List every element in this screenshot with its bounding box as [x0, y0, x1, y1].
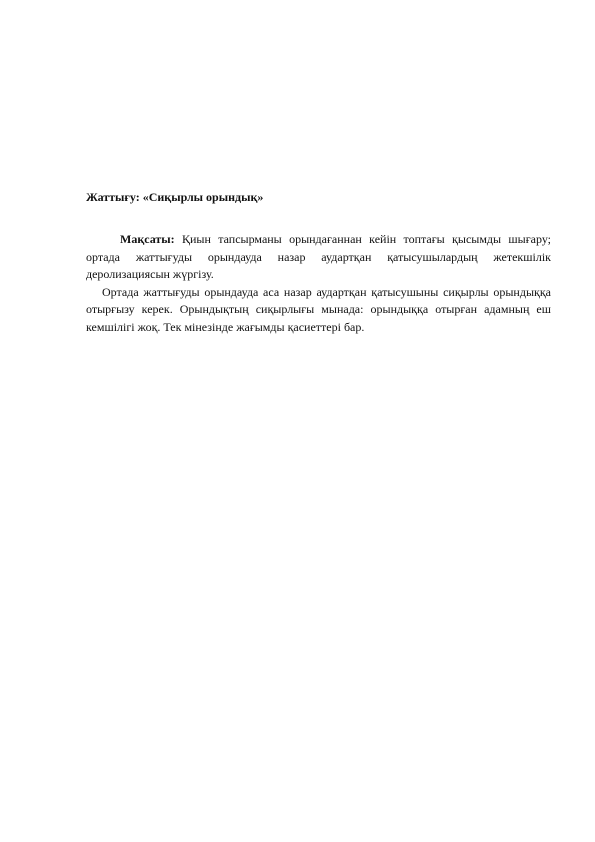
goal-paragraph: [86, 231, 551, 284]
exercise-title: Жаттығу: «Сиқырлы орындық»: [86, 190, 264, 204]
document-body: [86, 190, 551, 336]
goal-label: Мақсаты:: [120, 232, 175, 246]
instructions-paragraph: Ортада жаттығуды орындауда аса назар аудартқан қатысушыны сиқырлы орындыққа отырғызу керек. Орындықтың сиқырлығы мынада: орындыққа отырған адамның еш кемшілігі жоқ. Тек мінезінде жағымды қасиеттері бар.: [86, 284, 551, 334]
goal-text: Қиын тапсырманы орындағаннан кейін топтағы қысымды шығару; ортада жаттығуды орындауда назар аудартқан қатысушылардың жетекшілік деролизациясын жүргізу.: [86, 232, 551, 281]
